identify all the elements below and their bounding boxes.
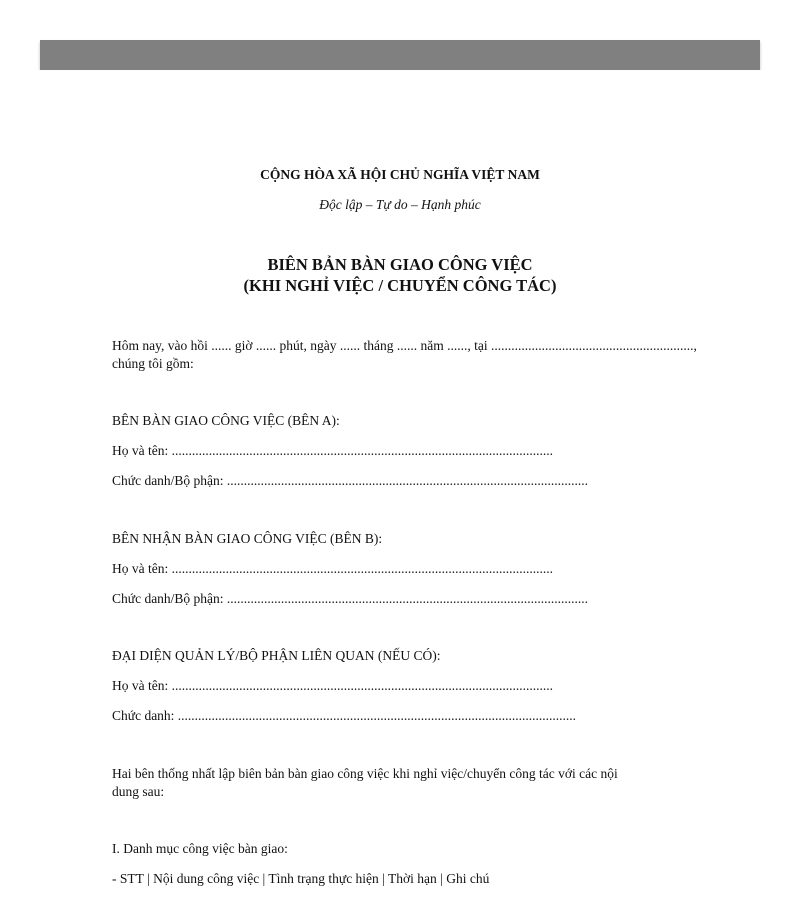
document-subtitle: (KHI NGHỈ VIỆC / CHUYỂN CÔNG TÁC) (243, 276, 557, 295)
intro-line: Hôm nay, vào hồi ...... giờ ...... phút, ngày ...... tháng ...... năm ......, tại ............................................................, (112, 338, 697, 353)
agreement-line: Hai bên thống nhất lập biên bản bàn giao công việc khi nghỉ việc/chuyển công tác với các nội (112, 766, 618, 781)
manager-title-field: Chức danh: ...................................................................................................................... (112, 708, 577, 723)
nation-heading: CỘNG HÒA XÃ HỘI CHỦ NGHĨA VIỆT NAM (260, 167, 540, 182)
party-a-heading: BÊN BÀN GIAO CÔNG VIỆC (BÊN A): (112, 413, 340, 428)
document-viewer-toolbar (40, 40, 760, 70)
section1-columns: - STT | Nội dung công việc | Tình trạng thực hiện | Thời hạn | Ghi chú (112, 871, 490, 886)
manager-heading: ĐẠI DIỆN QUẢN LÝ/BỘ PHẬN LIÊN QUAN (NẾU CÓ): (112, 648, 441, 663)
party-b-name-field: Họ và tên: ................................................................................................................. (112, 561, 553, 576)
manager-name-field: Họ và tên: ................................................................................................................. (112, 678, 553, 693)
motto: Độc lập – Tự do – Hạnh phúc (319, 197, 481, 212)
party-b-heading: BÊN NHẬN BÀN GIAO CÔNG VIỆC (BÊN B): (112, 531, 383, 546)
section1-heading: I. Danh mục công việc bàn giao: (112, 841, 288, 856)
document-page (0, 70, 800, 900)
party-a-name-field: Họ và tên: ................................................................................................................. (112, 443, 553, 458)
party-a-title-field: Chức danh/Bộ phận: ........................................................................................................... (112, 473, 589, 488)
party-b-title-field: Chức danh/Bộ phận: ........................................................................................................... (112, 591, 589, 606)
document-title: BIÊN BẢN BÀN GIAO CÔNG VIỆC (267, 255, 533, 274)
intro-line: chúng tôi gồm: (112, 356, 194, 371)
agreement-line: dung sau: (112, 784, 165, 799)
